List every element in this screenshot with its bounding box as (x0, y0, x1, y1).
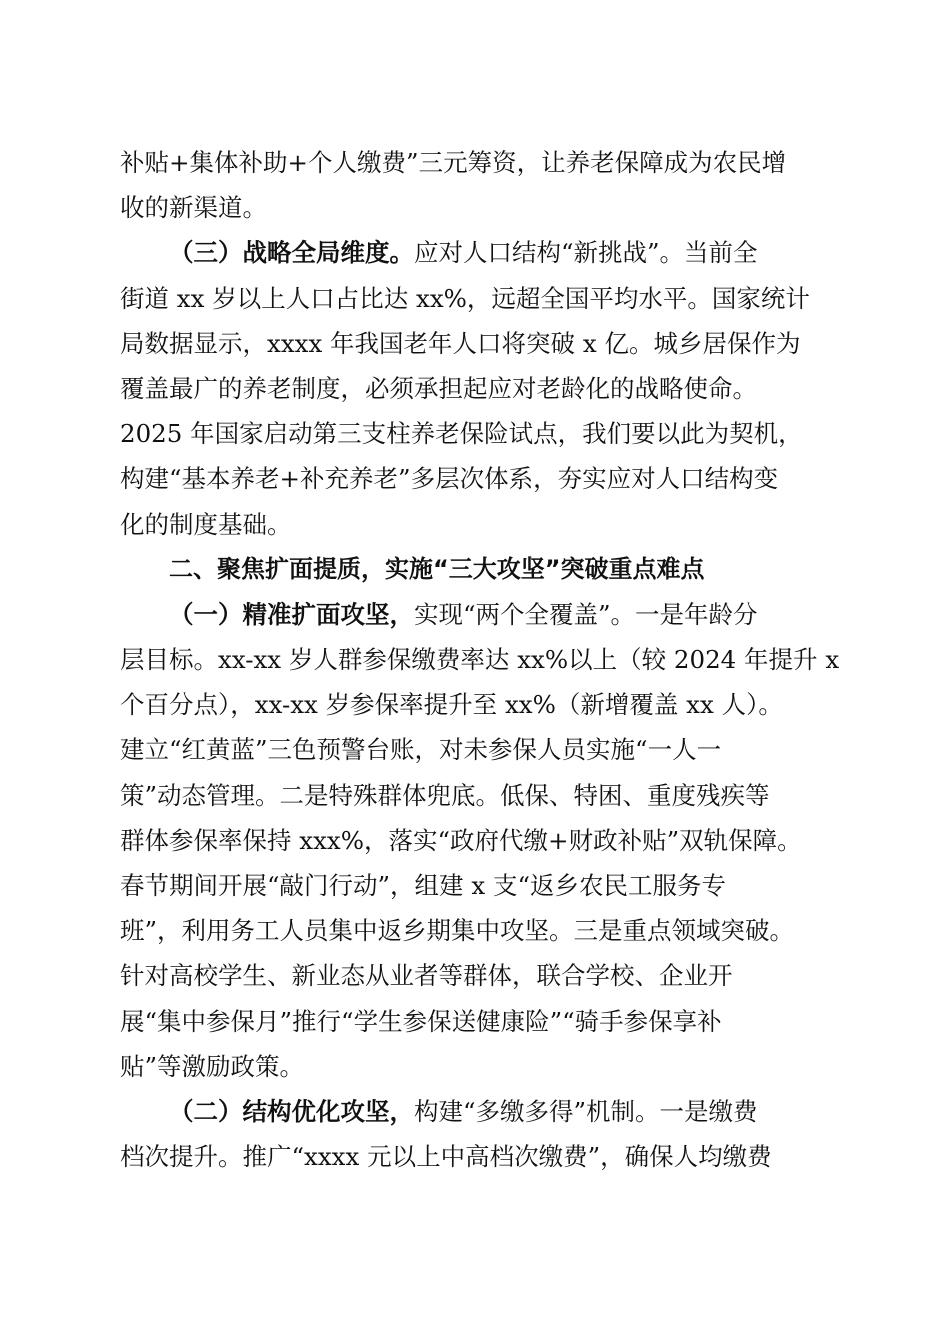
body-line: 补贴+集体补助+个人缴费”三元筹资，让养老保障成为农民增 (120, 148, 787, 177)
body-line: 策”动态管理。二是特殊群体兜底。低保、特困、重度残疾等 (120, 780, 770, 810)
body-line: 档次提升。推广“xxxx 元以上中高档次缴费”，确保人均缴费 (120, 1142, 772, 1172)
body-line: 展“集中参保月”推行“学生参保送健康险”“骑手参保享补 (120, 1006, 722, 1036)
body-line: 个百分点），xx-xx 岁参保率提升至 xx%（新增覆盖 xx 人）。 (120, 690, 783, 720)
subsection-1-title: （一）精准扩面攻坚， (169, 599, 414, 629)
body-line: 贴”等激励政策。 (120, 1051, 305, 1081)
subsection-3-title: （三）战略全局维度。 (169, 238, 414, 268)
subsection-2-title: （二）结构优化攻坚， (169, 1096, 414, 1126)
body-line: 班”，利用务工人员集中返乡期集中攻坚。三是重点领域突破。 (120, 916, 795, 946)
body-line: 春节期间开展“敲门行动”，组建 x 支“返乡农民工服务专 (120, 871, 726, 900)
body-line: 收的新渠道。 (120, 193, 267, 223)
body-line: 建立“红黄蓝”三色预警台账，对未参保人员实施“一人一 (120, 735, 722, 765)
document-body (120, 140, 840, 1179)
body-line: 化的制度基础。 (120, 509, 292, 539)
subsection-3-first-line (120, 230, 832, 275)
body-line: 层目标。xx-xx 岁人群参保缴费率达 xx%以上（较 2024 年提升 x (120, 645, 840, 675)
body-line: 覆盖最广的养老制度，必须承担起应对老龄化的战略使命。 (120, 373, 757, 403)
body-line: 局数据显示，xxxx 年我国老年人口将突破 x 亿。城乡居保作为 (120, 328, 801, 358)
body-line: 街道 xx 岁以上人口占比达 xx%，远超全国平均水平。国家统计 (120, 283, 810, 313)
body-line: 构建“基本养老+补充养老”多层次体系，夯实应对人口结构变 (120, 464, 779, 494)
subsection-1-first-line (120, 592, 832, 637)
body-line: 实现“两个全覆盖”。一是年龄分 (414, 599, 758, 629)
body-line: 2025 年国家启动第三支柱养老保险试点，我们要以此为契机， (120, 419, 803, 449)
body-line: 针对高校学生、新业态从业者等群体，联合学校、企业开 (120, 961, 733, 991)
section-2-heading: 二、聚焦扩面提质，实施“三大攻坚”突破重点难点 (169, 554, 705, 583)
subsection-2-first-line (120, 1089, 832, 1134)
body-line: 构建“多缴多得”机制。一是缴费 (414, 1096, 758, 1126)
body-line: 群体参保率保持 xxx%，落实“政府代缴+财政补贴”双轨保障。 (120, 825, 802, 855)
body-line: 应对人口结构“新挑战”。当前全 (414, 238, 758, 268)
